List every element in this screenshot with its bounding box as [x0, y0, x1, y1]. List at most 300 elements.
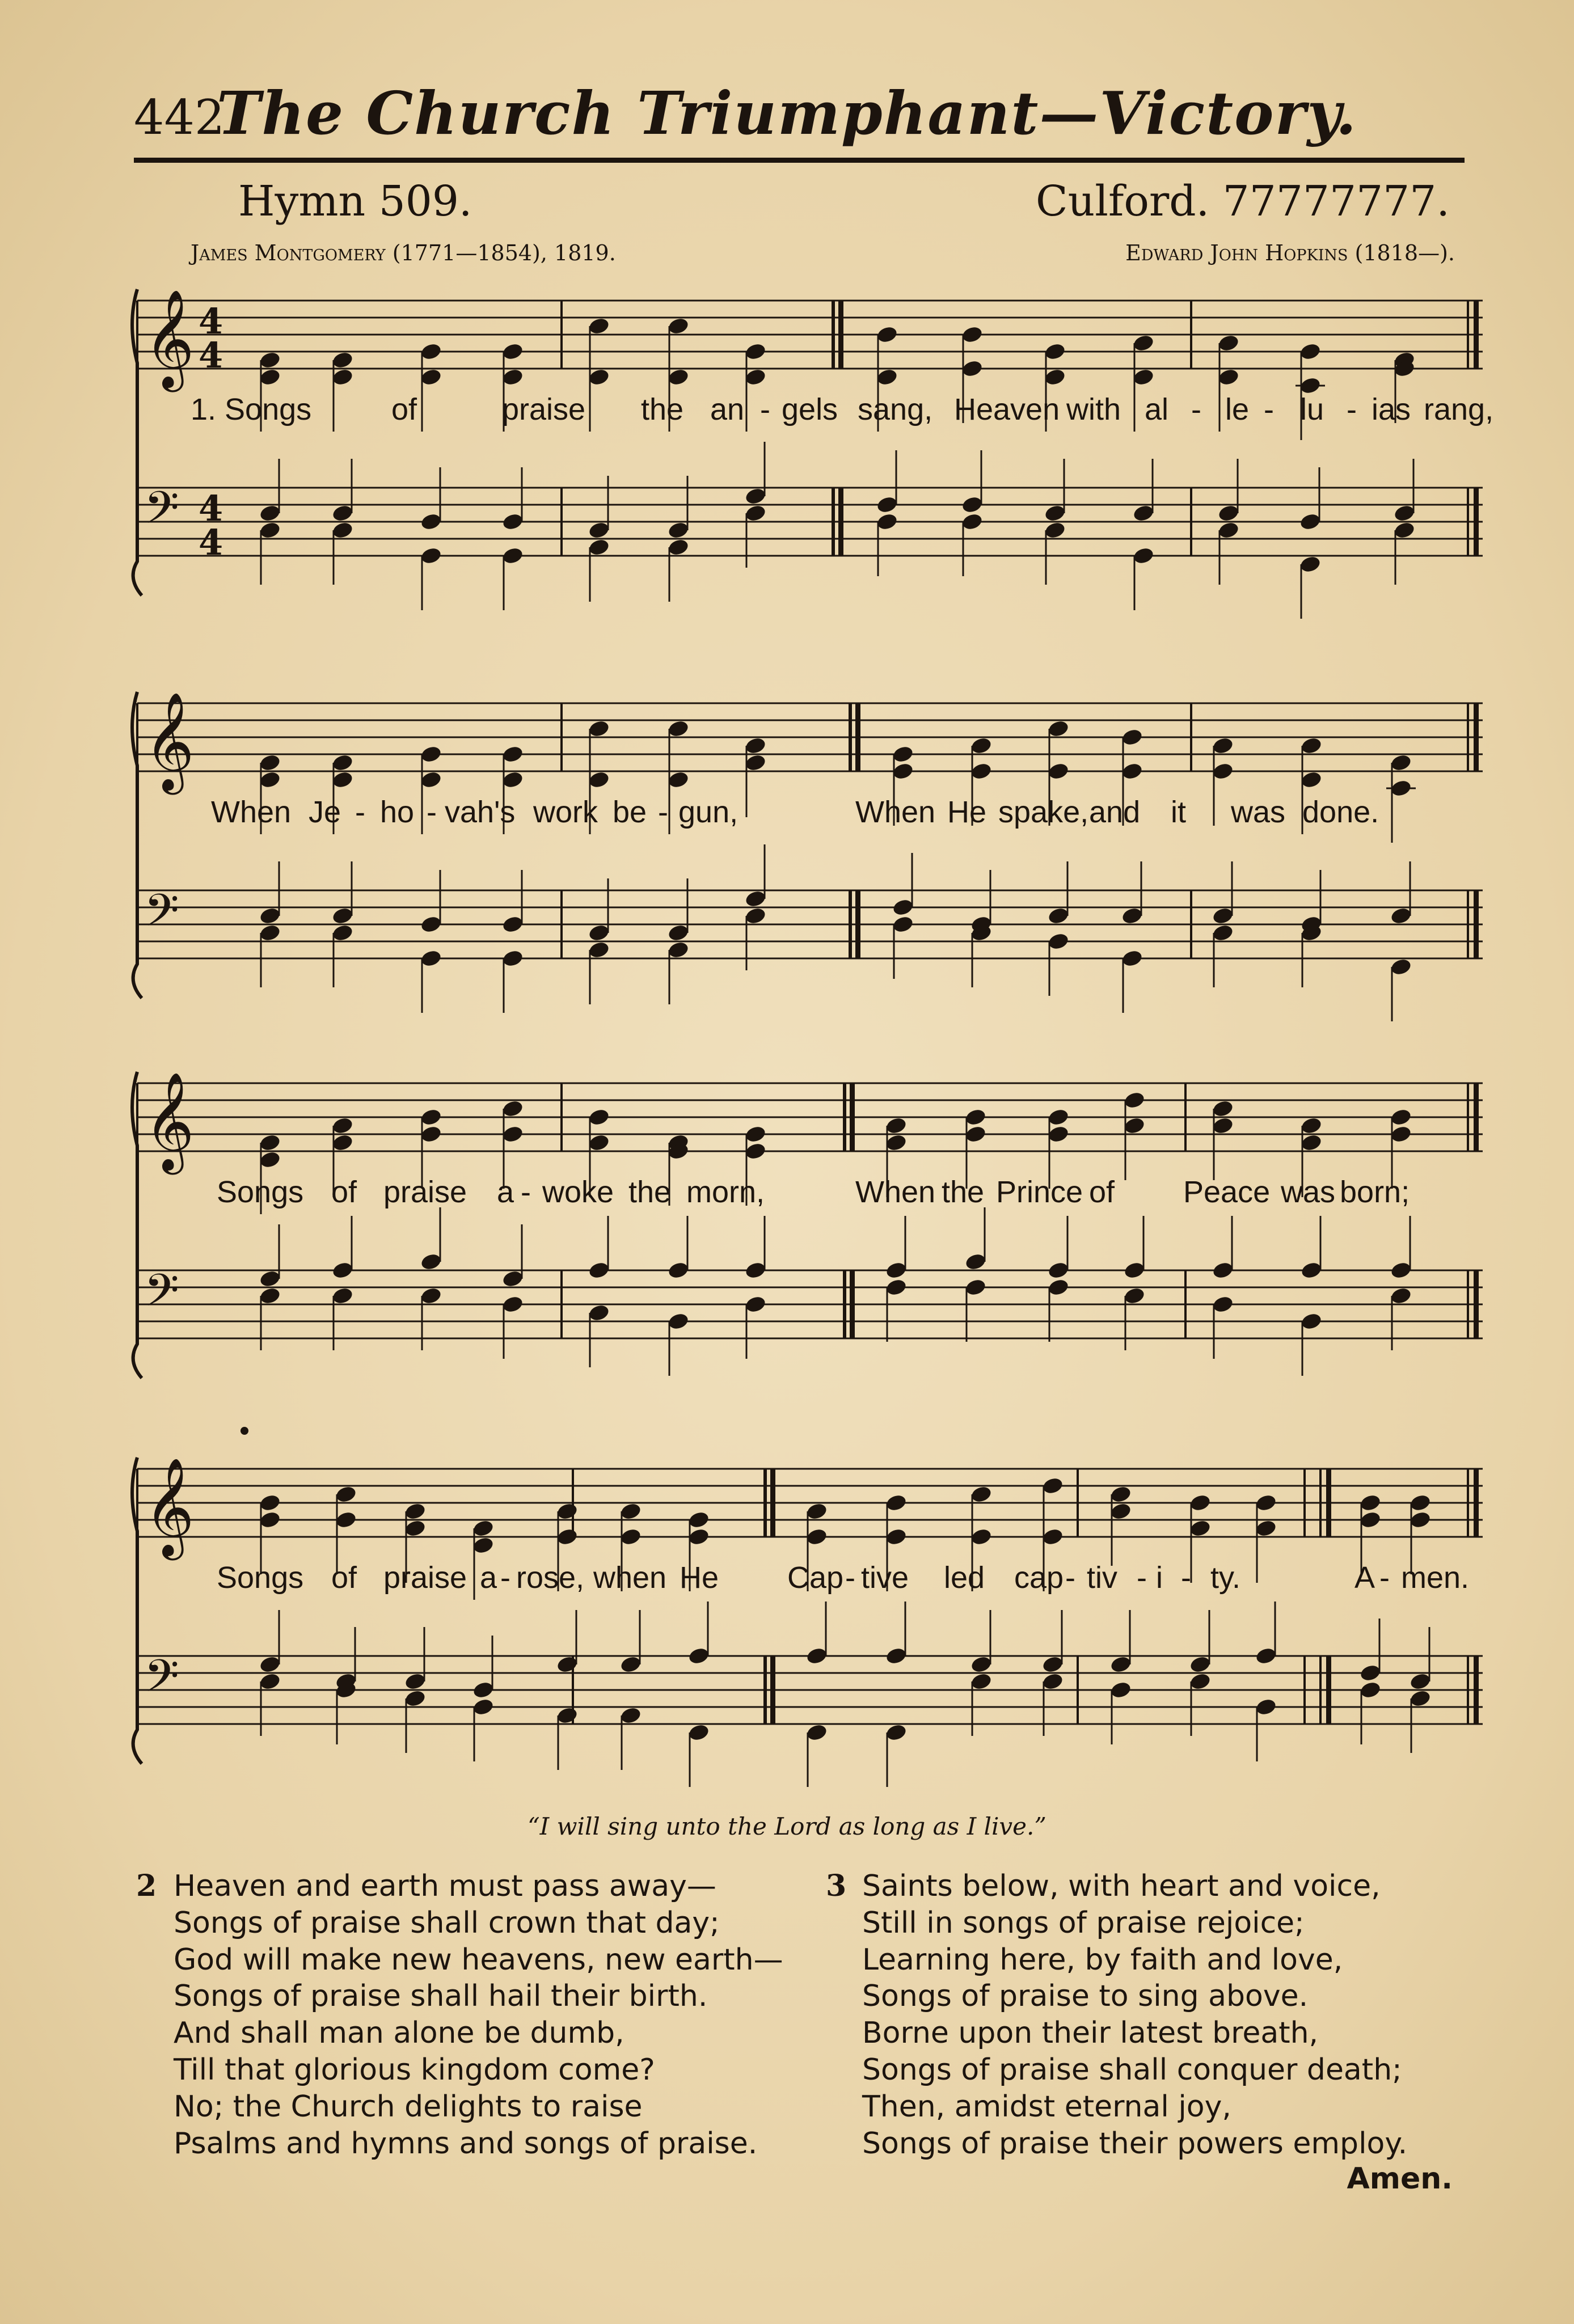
notehead	[1300, 1116, 1323, 1135]
lyric-syllable: -	[1264, 392, 1274, 426]
notehead	[1390, 906, 1412, 926]
lyric-syllable: al	[1145, 392, 1169, 426]
note	[1212, 1116, 1234, 1180]
notehead	[667, 1261, 690, 1280]
double-barline	[1326, 1656, 1331, 1724]
verse-line: Learning here, by faith and love,	[862, 1942, 1343, 1977]
notehead	[1212, 1099, 1234, 1118]
double-barline	[1474, 1270, 1479, 1338]
note	[1189, 1519, 1212, 1583]
note	[259, 1672, 281, 1736]
note	[961, 325, 984, 389]
verse-line: Heaven and earth must pass away—	[174, 1869, 716, 1903]
note	[1255, 1519, 1277, 1583]
note	[961, 450, 984, 514]
notehead	[1393, 504, 1416, 523]
notehead	[876, 512, 898, 531]
notehead	[1041, 1672, 1064, 1691]
note	[1109, 1502, 1132, 1566]
notehead	[744, 753, 767, 772]
notehead	[1047, 906, 1070, 926]
notehead	[501, 367, 524, 387]
note	[331, 367, 354, 432]
note	[876, 450, 898, 514]
lyric-syllable: a	[480, 1561, 497, 1595]
note	[885, 1493, 908, 1557]
notehead	[1409, 1672, 1432, 1691]
note	[1390, 861, 1412, 926]
lyric-syllable: -	[658, 795, 668, 829]
note	[970, 923, 993, 987]
notehead	[420, 512, 442, 531]
notehead	[892, 915, 914, 934]
lyric-syllable: -	[1191, 392, 1201, 426]
note	[588, 1303, 610, 1367]
notehead	[1390, 1125, 1412, 1144]
notehead	[259, 1493, 281, 1512]
lyric-syllable: was	[1281, 1175, 1336, 1209]
note	[259, 1224, 281, 1288]
note	[1132, 459, 1155, 523]
notehead	[1044, 342, 1066, 361]
notehead	[1212, 736, 1234, 755]
double-barline	[855, 703, 860, 771]
notehead	[404, 1689, 427, 1708]
lyric-syllable: woke	[542, 1175, 614, 1209]
notehead	[1121, 762, 1143, 781]
note	[556, 1610, 579, 1674]
lyric-syllable: of	[331, 1175, 357, 1209]
page-number: 442	[134, 90, 225, 145]
notehead	[619, 1527, 642, 1546]
lyric-syllable: -	[427, 795, 437, 829]
notehead	[892, 762, 914, 781]
note	[259, 861, 281, 926]
lyric-syllable: tive	[861, 1561, 909, 1595]
notehead	[744, 342, 767, 361]
lyric-syllable: a	[497, 1175, 514, 1209]
notehead	[1212, 906, 1234, 926]
note	[588, 367, 610, 432]
notehead	[1300, 770, 1323, 789]
notehead	[259, 350, 281, 370]
notehead	[420, 1125, 442, 1144]
notehead	[1109, 1485, 1132, 1504]
lyric-syllable: Songs	[217, 1561, 304, 1595]
notehead	[331, 1116, 354, 1135]
notehead	[259, 1510, 281, 1529]
notehead	[885, 1261, 908, 1280]
lyric-syllable: When	[211, 795, 292, 829]
note	[667, 538, 690, 602]
note	[1189, 1610, 1212, 1674]
note	[1300, 1216, 1323, 1280]
lyric-syllable: cap	[1014, 1561, 1064, 1595]
note	[420, 546, 442, 610]
verse-line: And shall man alone be dumb,	[174, 2016, 624, 2051]
note	[1121, 949, 1143, 1013]
notehead	[961, 512, 984, 531]
note	[588, 538, 610, 602]
lyric-syllable: -	[1181, 1561, 1191, 1595]
notehead	[744, 889, 767, 909]
notehead	[588, 940, 610, 960]
note	[1390, 1286, 1412, 1350]
lyric-syllable: work	[533, 795, 598, 829]
lyric-syllable: When	[855, 795, 936, 829]
note	[588, 940, 610, 1004]
notehead	[1047, 1125, 1070, 1144]
note	[501, 1295, 524, 1359]
notehead	[404, 1502, 427, 1521]
lyric-syllable: ty.	[1210, 1561, 1240, 1595]
note	[970, 870, 993, 934]
notehead	[501, 745, 524, 764]
note	[501, 467, 524, 531]
note	[1212, 1216, 1234, 1280]
notehead	[1255, 1519, 1277, 1538]
lyric-syllable: led	[944, 1561, 985, 1595]
notehead	[331, 770, 354, 789]
note	[1359, 1619, 1382, 1683]
notehead	[420, 949, 442, 968]
verse-number: 2	[136, 1869, 157, 1903]
notehead	[420, 745, 442, 764]
note	[1300, 923, 1323, 987]
lyric-syllable: born;	[1340, 1175, 1410, 1209]
hymn-number: Hymn 509.	[238, 177, 472, 226]
notehead	[1212, 1261, 1234, 1280]
notehead	[556, 1502, 579, 1521]
note	[501, 870, 524, 934]
notehead	[970, 1485, 993, 1504]
note	[667, 1216, 690, 1280]
note	[331, 1286, 354, 1350]
notehead	[1047, 762, 1070, 781]
notehead	[331, 923, 354, 943]
notehead	[501, 1099, 524, 1118]
note	[404, 1627, 427, 1691]
scripture-quote: “I will sing unto the Lord as long as I live.”	[528, 1812, 1046, 1840]
lyric-syllable: it	[1171, 795, 1186, 829]
notehead	[667, 923, 690, 943]
lyric-syllable: gun,	[678, 795, 739, 829]
note	[1121, 728, 1143, 792]
notehead	[331, 906, 354, 926]
note	[1189, 1672, 1212, 1736]
lyric-syllable: praise	[383, 1561, 467, 1595]
notehead	[1047, 719, 1070, 738]
note	[1217, 459, 1240, 523]
verse-number: 3	[826, 1869, 847, 1903]
lyric-syllable: When	[855, 1175, 936, 1209]
verse-line: Till that glorious kingdom come?	[174, 2052, 655, 2087]
notehead	[420, 367, 442, 387]
notehead	[1132, 367, 1155, 387]
notehead	[1299, 512, 1322, 531]
notehead	[420, 1252, 442, 1271]
note	[1217, 521, 1240, 585]
verse-line: Then, amidst eternal joy,	[862, 2089, 1231, 2124]
lyric-syllable: men.	[1401, 1561, 1470, 1595]
verse-line: Songs of praise their powers employ.	[862, 2126, 1408, 2161]
notehead	[588, 367, 610, 387]
verse-line: God will make new heavens, new earth—	[174, 1942, 783, 1977]
notehead	[501, 949, 524, 968]
double-barline	[770, 1469, 775, 1537]
lyric-syllable: -	[845, 1561, 855, 1595]
note	[331, 861, 354, 926]
notehead	[1132, 333, 1155, 353]
notehead	[1359, 1510, 1382, 1529]
notehead	[501, 342, 524, 361]
notehead	[404, 1672, 427, 1691]
lyric-syllable: Songs	[217, 1175, 304, 1209]
lyric-syllable: tiv	[1087, 1561, 1117, 1595]
note	[331, 923, 354, 987]
notehead	[744, 504, 767, 523]
notehead	[687, 1510, 710, 1529]
notehead	[1409, 1689, 1432, 1708]
lyric-syllable: Cap	[787, 1561, 844, 1595]
notehead	[1041, 1527, 1064, 1546]
page-header-title: The Church Triumphant—Victory.	[216, 78, 1358, 148]
note	[667, 878, 690, 943]
verse-line: Borne upon their latest breath,	[862, 2016, 1319, 2051]
bass-clef-icon: 𝄢	[144, 1264, 179, 1328]
notehead	[1255, 1493, 1277, 1512]
notehead	[744, 1261, 767, 1280]
note	[1123, 1216, 1146, 1280]
lyric-syllable: rose,	[516, 1561, 585, 1595]
note	[1121, 861, 1143, 926]
notehead	[1189, 1519, 1212, 1538]
notehead	[1047, 1108, 1070, 1127]
note	[588, 878, 610, 943]
lyric-syllable: the	[628, 1175, 672, 1209]
notehead	[588, 1303, 610, 1322]
lyric-syllable: le	[1225, 392, 1250, 426]
note	[1212, 923, 1234, 987]
note	[885, 1216, 908, 1280]
note	[744, 844, 767, 909]
notehead	[501, 915, 524, 934]
note	[420, 870, 442, 934]
note	[1109, 1610, 1132, 1674]
double-barline	[838, 488, 843, 556]
note	[259, 1610, 281, 1674]
amen-ending: Amen.	[1347, 2162, 1453, 2196]
note	[667, 1312, 690, 1376]
double-barline	[1474, 703, 1479, 771]
notehead	[667, 367, 690, 387]
tune-name: Culford. 77777777.	[1036, 177, 1450, 226]
notehead	[1390, 1108, 1412, 1127]
notehead	[687, 1723, 710, 1742]
notehead	[1212, 1295, 1234, 1314]
lyric-syllable: He	[680, 1561, 719, 1595]
note	[556, 1706, 579, 1770]
time-signature-top: 4	[199, 301, 223, 342]
treble-clef-icon: 𝄞	[144, 692, 195, 791]
lyric-syllable: gels	[782, 392, 838, 426]
notehead	[1044, 521, 1066, 540]
lyric-syllable: Heaven	[954, 392, 1060, 426]
hymn-author: James Montgomery (1771—1854), 1819.	[191, 240, 616, 265]
notehead	[619, 1655, 642, 1674]
notehead	[404, 1519, 427, 1538]
notehead	[885, 1278, 908, 1297]
notehead	[970, 736, 993, 755]
note	[1041, 1672, 1064, 1736]
double-barline	[770, 1656, 775, 1724]
notehead	[970, 1672, 993, 1691]
note	[1390, 957, 1412, 1021]
bass-clef-icon: 𝄢	[144, 884, 179, 948]
notehead	[885, 1646, 908, 1666]
notehead	[472, 1519, 495, 1538]
notehead	[1300, 736, 1323, 755]
note	[667, 476, 690, 540]
notehead	[1212, 762, 1234, 781]
verse-line: Songs of praise shall crown that day;	[174, 1905, 720, 1940]
note	[472, 1636, 495, 1700]
notehead	[1299, 555, 1322, 574]
lyric-syllable: -	[1065, 1561, 1075, 1595]
note	[892, 853, 914, 917]
notehead	[1217, 333, 1240, 353]
note	[744, 906, 767, 970]
verse-line: Still in songs of praise rejoice;	[862, 1905, 1305, 1940]
note	[1217, 333, 1240, 398]
lyric-syllable: He	[947, 795, 987, 829]
notehead	[1123, 1261, 1146, 1280]
lyric-syllable: when	[593, 1561, 667, 1595]
note	[420, 949, 442, 1013]
notehead	[1109, 1655, 1132, 1674]
note	[1044, 459, 1066, 523]
notehead	[1047, 1278, 1070, 1297]
lyric-syllable: -	[1137, 1561, 1147, 1595]
notehead	[1390, 753, 1412, 772]
notehead	[619, 1706, 642, 1725]
note	[259, 521, 281, 585]
double-barline	[850, 1083, 855, 1151]
notehead	[744, 487, 767, 506]
note	[964, 1278, 987, 1342]
notehead	[1217, 504, 1240, 523]
notehead	[331, 753, 354, 772]
notehead	[1409, 1493, 1432, 1512]
music-system	[0, 1066, 1574, 1384]
notehead	[1390, 957, 1412, 977]
notehead	[961, 359, 984, 378]
notehead	[501, 1295, 524, 1314]
music-system	[0, 686, 1574, 1004]
note	[331, 1216, 354, 1280]
note	[970, 1610, 993, 1674]
note	[404, 1689, 427, 1753]
notehead	[885, 1116, 908, 1135]
lyric-syllable: Peace	[1183, 1175, 1271, 1209]
verse-line: Saints below, with heart and voice,	[862, 1869, 1381, 1903]
note	[472, 1697, 495, 1761]
notehead	[1109, 1502, 1132, 1521]
lyric-syllable: of	[1089, 1175, 1115, 1209]
note	[619, 1706, 642, 1770]
notehead	[1123, 1286, 1146, 1305]
notehead	[1255, 1697, 1277, 1717]
notehead	[420, 915, 442, 934]
note	[1386, 779, 1416, 843]
note	[420, 1286, 442, 1350]
lyric-syllable: -	[521, 1175, 531, 1209]
notehead	[667, 770, 690, 789]
note	[1212, 1295, 1234, 1359]
lyric-syllable: morn,	[686, 1175, 765, 1209]
lyric-syllable: praise	[383, 1175, 467, 1209]
notehead	[420, 342, 442, 361]
notehead	[588, 521, 610, 540]
notehead	[1393, 521, 1416, 540]
note	[1047, 1216, 1070, 1280]
notehead	[744, 906, 767, 926]
double-barline	[1474, 488, 1479, 556]
verse-line: No; the Church delights to raise	[174, 2089, 643, 2124]
lyric-syllable: lu	[1300, 392, 1324, 426]
notehead	[1217, 521, 1240, 540]
note	[885, 1723, 908, 1787]
notehead	[335, 1510, 357, 1529]
notehead	[1217, 367, 1240, 387]
note	[1132, 546, 1155, 610]
notehead	[1109, 1680, 1132, 1700]
bass-clef-icon: 𝄢	[144, 1650, 179, 1713]
notehead	[259, 1150, 281, 1169]
notehead	[1212, 1116, 1234, 1135]
notehead	[667, 316, 690, 336]
notehead	[1300, 1133, 1323, 1152]
notehead	[1047, 1261, 1070, 1280]
notehead	[420, 1108, 442, 1127]
notehead	[588, 1108, 610, 1127]
note	[1300, 736, 1323, 800]
lyric-syllable: with	[1066, 392, 1121, 426]
notehead	[501, 512, 524, 531]
lyric-syllable: praise	[502, 392, 586, 426]
lyric-syllable: of	[331, 1561, 357, 1595]
note	[1041, 1610, 1064, 1674]
note	[1390, 1216, 1412, 1280]
notehead	[1359, 1663, 1382, 1683]
notehead	[556, 1527, 579, 1546]
notehead	[331, 350, 354, 370]
notehead	[501, 770, 524, 789]
lyric-syllable: sang,	[858, 392, 933, 426]
notehead	[1359, 1493, 1382, 1512]
note	[1393, 459, 1416, 523]
notehead	[588, 923, 610, 943]
notehead	[667, 719, 690, 738]
note	[1359, 1680, 1382, 1744]
note	[1409, 1689, 1432, 1753]
notehead	[259, 923, 281, 943]
notehead	[1121, 728, 1143, 747]
notehead	[744, 1142, 767, 1161]
notehead	[1123, 1091, 1146, 1110]
note	[1255, 1602, 1277, 1666]
note	[687, 1723, 710, 1787]
